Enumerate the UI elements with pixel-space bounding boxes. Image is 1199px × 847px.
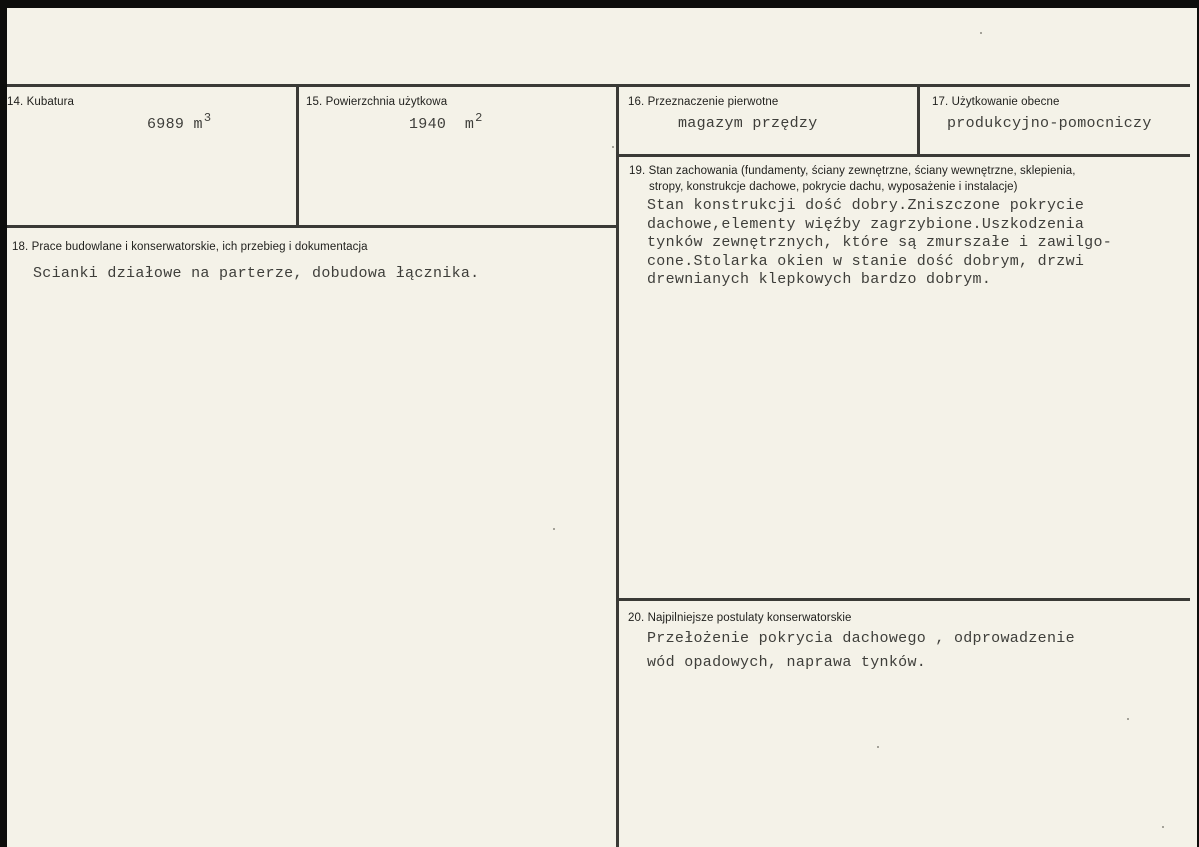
stan-line: drewnianych klepkowych bardzo dobrym. bbox=[647, 271, 992, 288]
postulaty-line: Przełożenie pokrycia dachowego , odprowadzenie bbox=[647, 630, 1075, 647]
kubatura-unit: m bbox=[193, 116, 203, 133]
powierzchnia-value bbox=[409, 111, 483, 133]
kubatura-number: 6989 bbox=[147, 116, 185, 133]
kubatura-unit-exp: 3 bbox=[203, 111, 212, 125]
powierzchnia-label: 15. Powierzchnia użytkowa bbox=[306, 96, 448, 108]
divider-14-15 bbox=[296, 85, 299, 227]
stan-label-line1: 19. Stan zachowania (fundamenty, ściany zewnętrzne, ściany wewnętrzne, sklepienia, bbox=[629, 165, 1076, 177]
divider-left-right bbox=[616, 85, 619, 847]
kubatura-value bbox=[147, 111, 211, 133]
uzytkowanie-value: produkcyjno-pomocniczy bbox=[947, 115, 1152, 132]
rule-under-14-15 bbox=[7, 225, 618, 228]
paper-speck bbox=[612, 146, 614, 148]
stan-text bbox=[647, 197, 1112, 290]
paper-speck bbox=[1162, 826, 1164, 828]
stan-line: cone.Stolarka okien w stanie dość dobrym, drzwi bbox=[647, 252, 1085, 270]
przeznaczenie-label: 16. Przeznaczenie pierwotne bbox=[628, 96, 779, 108]
rule-under-16-17 bbox=[617, 154, 1190, 157]
paper-speck bbox=[553, 528, 555, 530]
uzytkowanie-label: 17. Użytkowanie obecne bbox=[932, 96, 1060, 108]
postulaty-text bbox=[647, 627, 1075, 675]
rule-above-20 bbox=[617, 598, 1190, 601]
kubatura-label: 14. Kubatura bbox=[7, 96, 75, 108]
powierzchnia-unit: m bbox=[464, 116, 475, 133]
paper-speck bbox=[1127, 718, 1129, 720]
prace-label: 18. Prace budowlane i konserwatorskie, ich przebieg i dokumentacja bbox=[12, 241, 368, 253]
stan-line: tynków zewnętrznych, które są zmurszałe i zawilgo- bbox=[647, 234, 1113, 251]
stan-label-line2: stropy, konstrukcje dachowe, pokrycie dachu, wyposażenie i instalacje) bbox=[649, 181, 1018, 193]
record-card bbox=[7, 8, 1197, 847]
divider-16-17 bbox=[917, 85, 920, 156]
paper-speck bbox=[980, 32, 982, 34]
stan-line: Stan konstrukcji dość dobry.Zniszczone pokrycie bbox=[647, 197, 1085, 214]
prace-value: Scianki działowe na parterze, dobudowa łącznika. bbox=[33, 265, 480, 282]
powierzchnia-number: 1940 bbox=[409, 116, 447, 133]
powierzchnia-unit-exp: 2 bbox=[475, 111, 483, 125]
postulaty-label: 20. Najpilniejsze postulaty konserwatorskie bbox=[628, 612, 852, 624]
stan-line: dachowe,elementy więźby zagrzybione.Uszkodzenia bbox=[647, 215, 1085, 233]
przeznaczenie-value: magazym przędzy bbox=[678, 115, 818, 132]
postulaty-line: wód opadowych, naprawa tynków. bbox=[647, 654, 927, 671]
paper-speck bbox=[877, 746, 879, 748]
top-rule bbox=[7, 84, 1190, 87]
